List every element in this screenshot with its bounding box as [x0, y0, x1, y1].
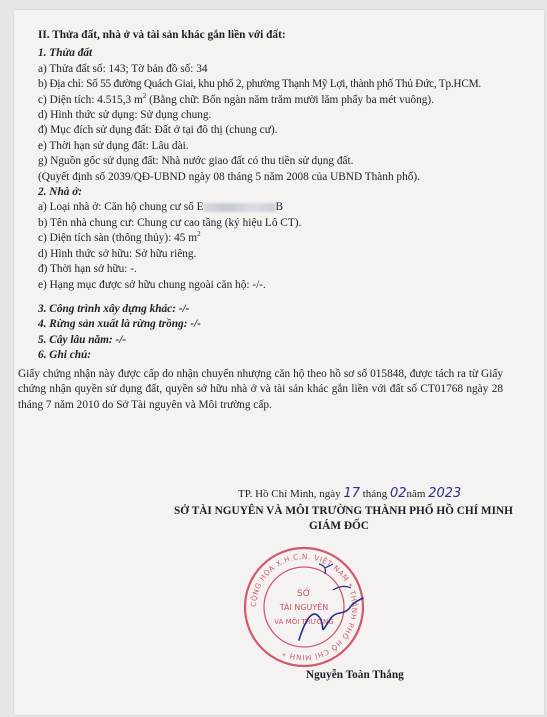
- place-and-date: [238, 486, 461, 502]
- production-forest: 4. Rừng sản xuất là rừng trồng: -/-: [38, 318, 201, 331]
- land-area: c) Diện tích: 4.515,3 m: [38, 93, 143, 106]
- land-line-e: e) Thời hạn sử dụng đất: Lâu dài.: [38, 139, 189, 152]
- land-line-b: b) Địa chỉ: Số 55 đường Quách Giai, khu phố 2, phường Thạnh Mỹ Lợi, thành phố Thủ Đức, Tp.HCM.: [38, 78, 481, 91]
- date-year: 2023: [428, 486, 462, 501]
- land-area-words: (Bằng chữ: Bốn ngàn năm trăm mười lăm phẩy ba mét vuông).: [146, 93, 435, 106]
- land-line-d: d) Hình thức sử dụng: Sử dụng chung.: [38, 109, 212, 122]
- date-prefix: TP. Hồ Chí Minh, ngày: [238, 488, 341, 500]
- issuing-agency: SỞ TÀI NGUYÊN VÀ MÔI TRƯỜNG THÀNH PHỐ HỒ CHÍ MINH: [174, 505, 513, 517]
- month-label: tháng: [362, 488, 388, 500]
- stamp-line-2: TÀI NGUYÊN: [279, 603, 329, 612]
- certificate-page: [14, 10, 544, 715]
- notes-heading: 6. Ghi chú:: [38, 349, 92, 362]
- house-line-d: d) Hình thức sở hữu: Sở hữu riêng.: [38, 247, 197, 260]
- house-line-a: [38, 200, 538, 215]
- red-seal-stamp: [241, 544, 367, 670]
- house-line-b: b) Tên nhà chung cư: Chung cư cao tầng (ký hiệu Lô CT).: [38, 216, 302, 229]
- signer-title: GIÁM ĐỐC: [309, 520, 369, 532]
- land-heading: 1. Thửa đất: [38, 47, 93, 60]
- signer-name: Nguyễn Toàn Thắng: [306, 669, 404, 681]
- document-body: [18, 28, 538, 681]
- date-month: 02: [389, 486, 407, 501]
- stamp-ring-text: CỘNG HÒA X.H.C.N. VIỆT NAM * THÀNH PHỐ HỒ CHÍ MINH *: [248, 551, 360, 663]
- redacted-unit-number: [204, 203, 276, 212]
- land-line-g: g) Nguồn gốc sử dụng đất: Nhà nước giao đất có thu tiền sử dụng đất.: [38, 155, 354, 168]
- land-line-a: a) Thửa đất số: 143; Tờ bản đồ số: 34: [38, 62, 208, 75]
- house-type-suffix: B: [275, 201, 284, 214]
- land-line-dd: đ) Mục đích sử dụng đất: Đất ở tại đô thị (chung cư).: [38, 124, 278, 137]
- area-unit-sup: 2: [142, 91, 147, 100]
- house-line-dd: đ) Thời hạn sở hữu: -.: [38, 263, 137, 276]
- other-structures: 3. Công trình xây dựng khác: -/-: [38, 302, 190, 315]
- stamp-line-3: VÀ MÔI TRƯỜNG: [274, 618, 334, 626]
- perennial-trees: 5. Cây lâu năm: -/-: [38, 333, 127, 346]
- notes-text: Giấy chứng nhận này được cấp do nhận chuyển nhượng căn hộ theo hồ sơ số 015848, được tách ra từ Giấy chứng nhận quyền sử dụng đất, quyền sở hữu nhà ở và tài sản khác gắn liền với đất số CT01768 ngày 28 tháng 7 năm 2010 do Sở Tài nguyên và Môi trường cấp.: [18, 367, 503, 411]
- year-label: năm: [406, 488, 426, 500]
- land-line-c: [38, 93, 538, 108]
- house-heading: 2. Nhà ở:: [38, 186, 83, 199]
- stamp-line-1: SỞ: [297, 589, 311, 599]
- floor-area-sup: 2: [197, 230, 201, 239]
- house-line-e: e) Hạng mục được sở hữu chung ngoài căn hộ: -/-.: [38, 278, 266, 291]
- land-decision: (Quyết định số 2039/QĐ-UBND ngày 08 tháng 5 năm 2008 của UBND Thành phố).: [38, 170, 420, 183]
- floor-area: c) Diện tích sàn (thông thủy): 45 m: [38, 232, 198, 245]
- house-type-prefix: a) Loại nhà ở: Căn hộ chung cư số E: [38, 201, 204, 214]
- house-line-c: [38, 231, 538, 246]
- date-day: 17: [343, 486, 360, 501]
- section-heading: II. Thửa đất, nhà ở và tài sản khác gắn liền với đất:: [38, 29, 286, 41]
